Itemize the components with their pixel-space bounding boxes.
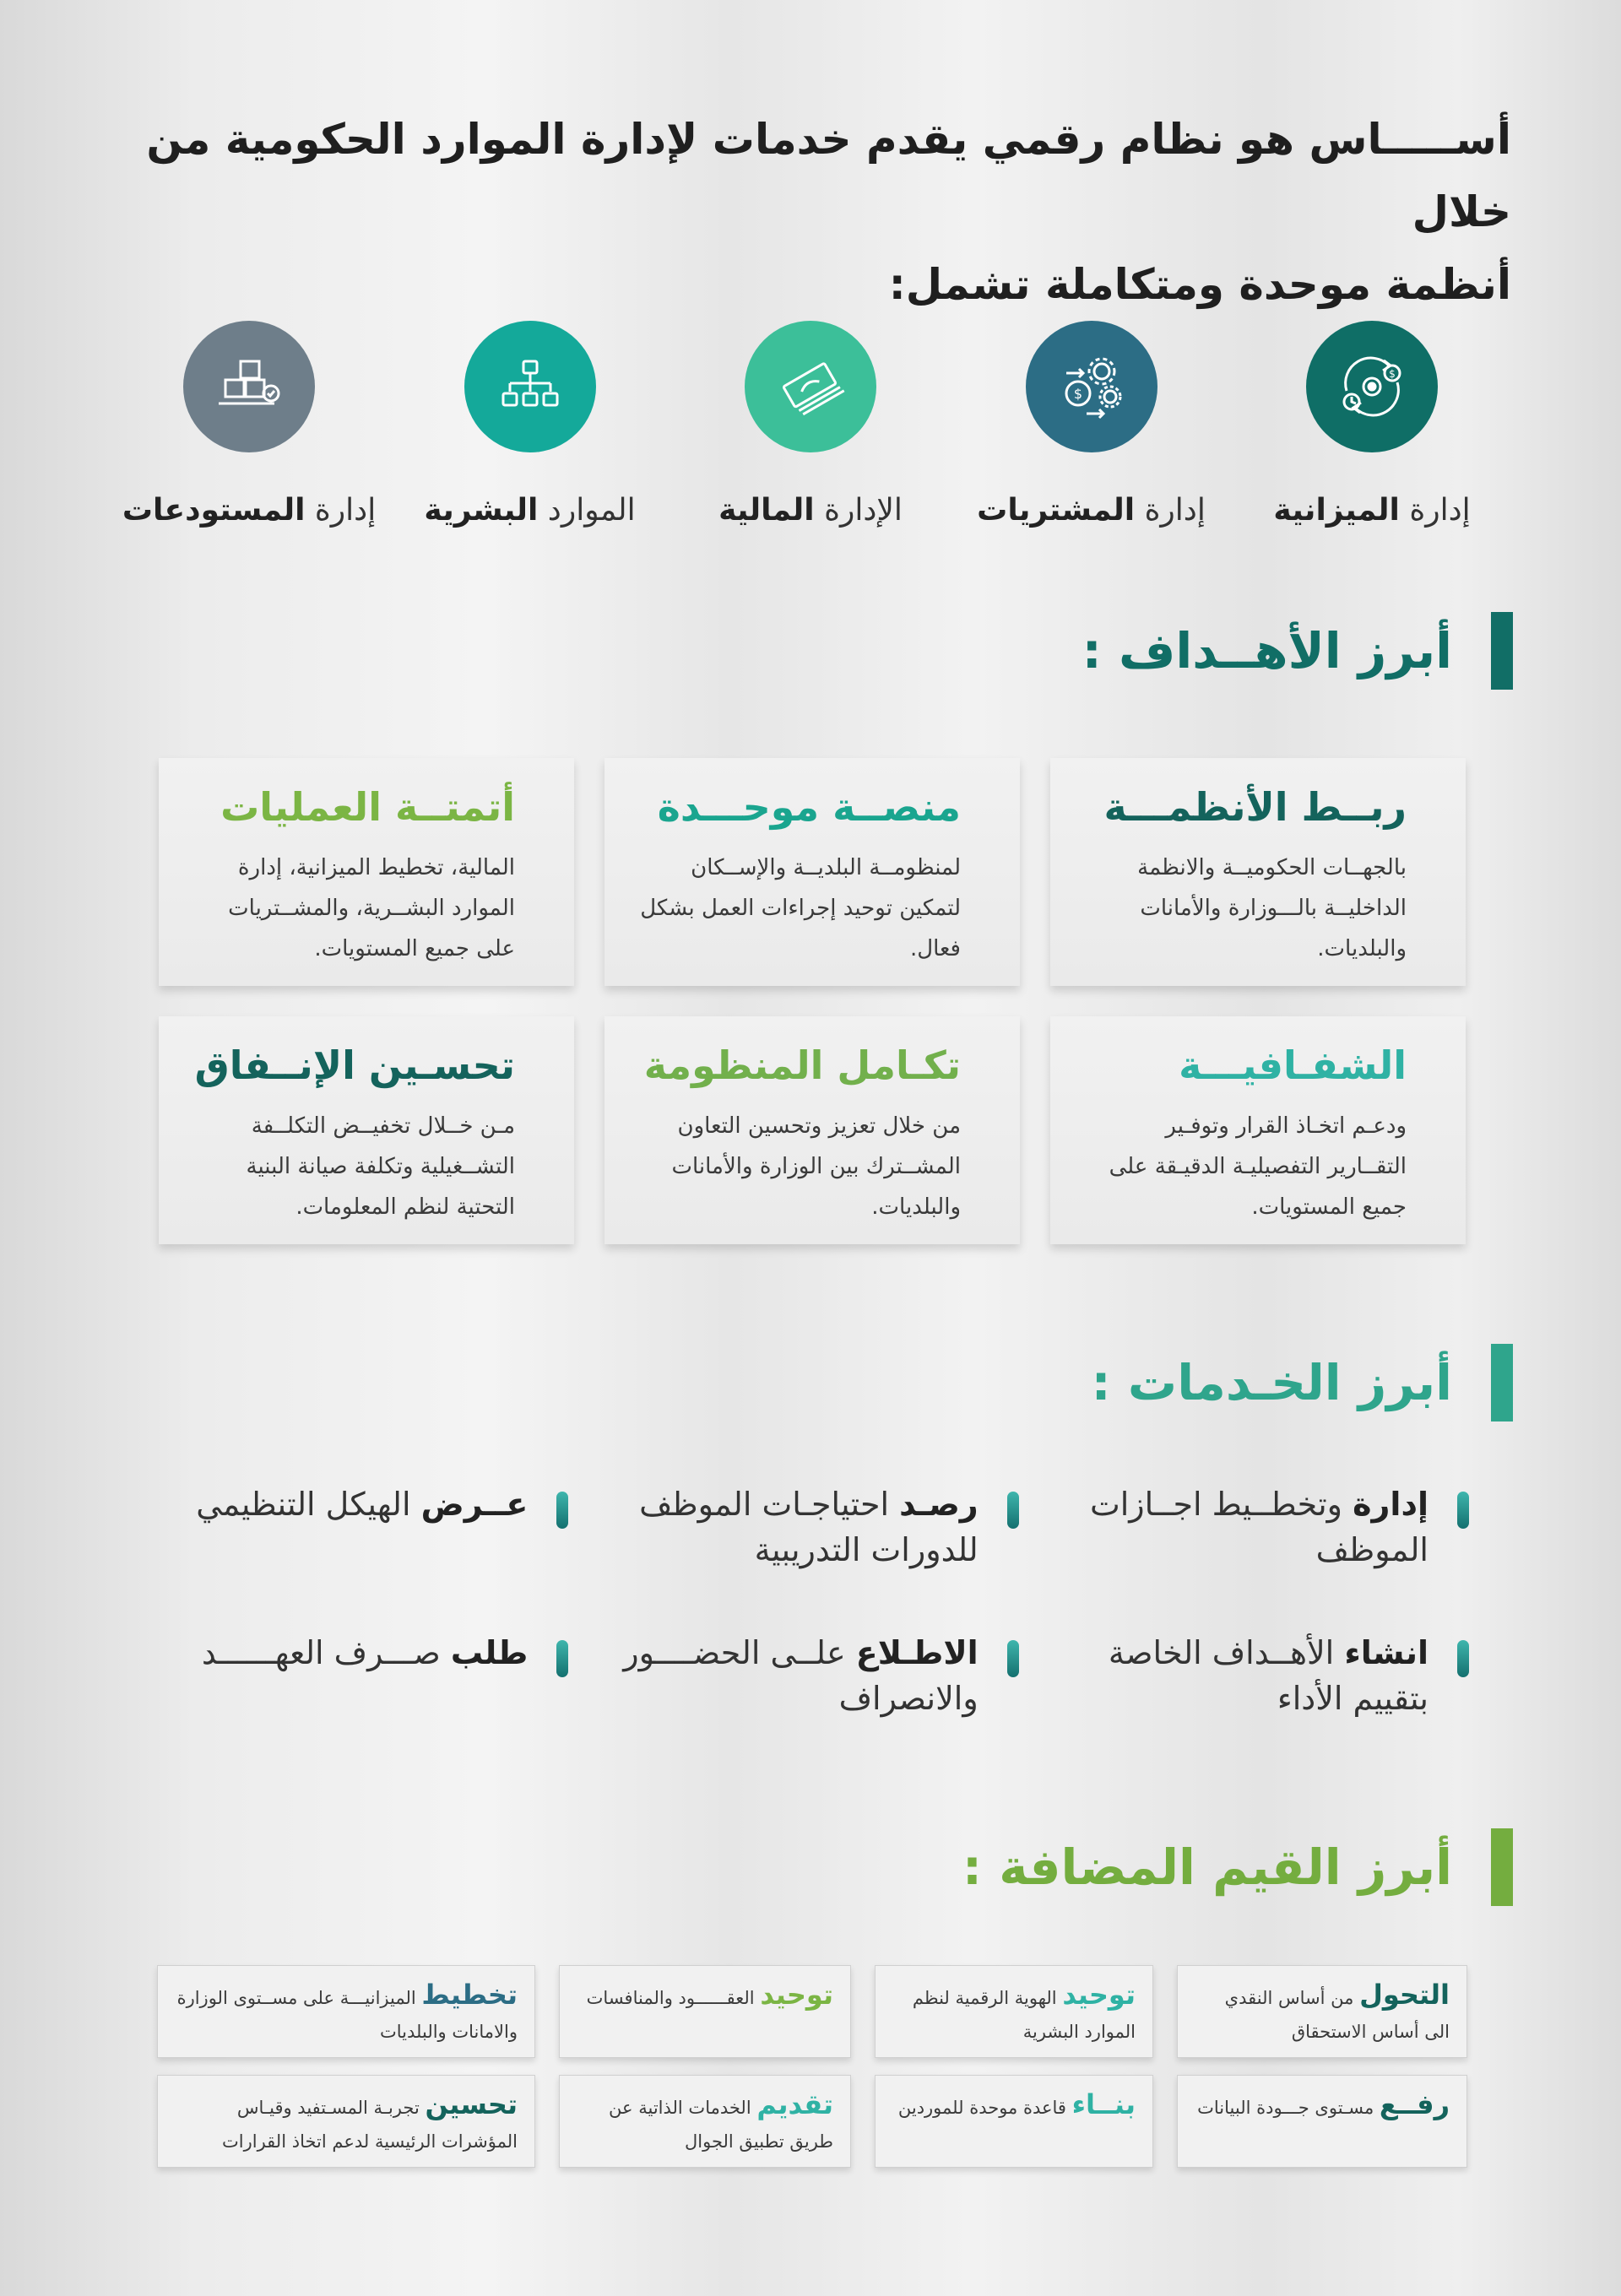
- intro-line-1: أســـــاس هو نظام رقمي يقدم خدمات لإدارة الموارد الحكومية من خلال: [146, 115, 1511, 236]
- service-marker: [556, 1492, 568, 1529]
- goal-card: [604, 1016, 1020, 1244]
- values-title: أبرز القيم المضافة :: [962, 1838, 1452, 1896]
- budget-cycle-icon: [1306, 321, 1438, 452]
- system-label: الموارد البشرية: [424, 493, 636, 528]
- value-card: [1177, 2075, 1467, 2168]
- service-item: [152, 1481, 568, 1573]
- system-label: الإدارة المالية: [718, 493, 903, 528]
- service-marker: [556, 1640, 568, 1677]
- intro-text: [76, 103, 1511, 321]
- goals-section-header: [1082, 612, 1513, 690]
- goal-card: [159, 1016, 574, 1244]
- value-keyword: رفــع: [1379, 2088, 1450, 2120]
- service-text: طلب صـــرف العهــــــد: [201, 1634, 529, 1671]
- system-budget: [1233, 321, 1511, 528]
- section-bar: [1491, 1344, 1513, 1421]
- value-card: [157, 2075, 535, 2168]
- section-bar: [1491, 612, 1513, 690]
- services-section-header: [1092, 1344, 1513, 1421]
- goal-card: [1050, 758, 1466, 986]
- goal-title: تكـامل المنظومة: [643, 1042, 961, 1088]
- value-text: من أساس النقدي الى أساس الاستحقاق: [1224, 1988, 1450, 2042]
- goal-text: لمنظومــة البلديــة والإســكان لتمكين توحيد إجراءات العمل بشكل فعال.: [640, 855, 961, 961]
- svg-text:$: $: [1389, 368, 1396, 380]
- service-marker: [1457, 1640, 1469, 1677]
- value-text: تجربـة المسـتفيد وقيـاس المؤشرات الرئيسية لدعم اتخاذ القرارات: [222, 2098, 518, 2152]
- value-card: [157, 1965, 535, 2058]
- value-text: مسـتوى جـــودة البيانات: [1197, 2098, 1374, 2118]
- value-text: الميزانيـــة على مســتوى الوزارة والامانات والبلديات: [176, 1988, 518, 2042]
- goals-grid: [159, 758, 1466, 1244]
- goal-title: تحسـين الإنــفاق: [194, 1042, 515, 1088]
- value-card: [875, 2075, 1153, 2168]
- goal-text: من خلال تعزيز وتحسين التعاون المشــترك بين الوزارة والأمانات والبلديات.: [671, 1113, 961, 1220]
- service-item: [602, 1630, 1018, 1721]
- service-text: إدارة وتخطــيط اجــازات الموظف: [1089, 1486, 1429, 1568]
- service-item: [1053, 1481, 1469, 1573]
- goal-title: ربــط الأنظمـــة: [1103, 784, 1407, 830]
- value-card: [559, 2075, 851, 2168]
- service-text: عــرض الهيكل التنظيمي: [196, 1486, 529, 1523]
- service-text: رصـد احتياجـات الموظف للدورات التدريبية: [639, 1486, 979, 1568]
- service-marker: [1457, 1492, 1469, 1529]
- system-procurement: [952, 321, 1231, 528]
- money-bills-icon: [745, 321, 876, 452]
- goal-title: أتمتــة العمليات: [220, 784, 515, 830]
- goal-card: [159, 758, 574, 986]
- goal-text: المالية، تخطيط الميزانية، إدارة الموارد البشــرية، والمشــتريات على جميع المستويات.: [228, 855, 515, 961]
- value-text: قاعدة موحدة للموردين: [897, 2098, 1066, 2118]
- services-grid: [152, 1481, 1469, 1721]
- section-bar: [1491, 1828, 1513, 1906]
- value-text: العقــــــود والمنافسات: [586, 1988, 755, 2008]
- value-text: الخدمات الذاتية عن طريق تطبيق الجوال: [609, 2098, 833, 2152]
- goal-text: بالجهــات الحكوميــة والانظمة الداخليــة بالـــوزارة والأمانات والبلديات.: [1137, 855, 1407, 961]
- system-hr: [391, 321, 670, 528]
- value-keyword: تقديم: [756, 2088, 833, 2120]
- goal-card: [604, 758, 1020, 986]
- value-keyword: التحول: [1359, 1979, 1450, 2011]
- goal-card: [1050, 1016, 1466, 1244]
- system-finance: [671, 321, 950, 528]
- system-label: إدارة المشتريات: [977, 493, 1206, 528]
- value-card: [1177, 1965, 1467, 2058]
- value-keyword: توحيد: [760, 1979, 833, 2011]
- values-section-header: [962, 1828, 1513, 1906]
- goals-title: أبرز الأهــداف :: [1082, 622, 1452, 680]
- service-marker: [1007, 1492, 1019, 1529]
- system-warehouse: [110, 321, 388, 528]
- org-chart-icon: [464, 321, 596, 452]
- svg-text:$: $: [1073, 386, 1082, 402]
- system-label: إدارة المستودعات: [122, 493, 377, 528]
- value-card: [875, 1965, 1153, 2058]
- services-title: أبرز الخـدمات :: [1091, 1354, 1452, 1411]
- goal-text: مـن خــلال تخفيــض التكلــفة التشــغيلية وتكلفة صيانة البنية التحتية لنظم المعلومات.: [246, 1113, 515, 1220]
- service-item: [1053, 1630, 1469, 1721]
- warehouse-boxes-icon: [183, 321, 315, 452]
- value-keyword: بنــاء: [1071, 2088, 1136, 2120]
- goal-title: الشفـافيـــة: [1179, 1042, 1407, 1088]
- value-keyword: تحسين: [425, 2088, 518, 2120]
- goal-title: منصــة موحـــدة: [657, 784, 961, 830]
- intro-line-2: أنظمة موحدة ومتكاملة تشمل:: [888, 260, 1511, 309]
- service-text: الاطـلاع علــى الحضــــور والانصراف: [623, 1634, 979, 1717]
- service-text: انشاء الأهــداف الخاصة بتقييم الأداء: [1108, 1634, 1429, 1717]
- goal-text: ودعـم اتخـاذ القرار وتوفـير التقــارير التفصيليـة الدقيـقة على جميع المستويات.: [1109, 1113, 1407, 1220]
- value-card: [559, 1965, 851, 2058]
- value-text: الهوية الرقمية لنظم الموارد البشرية: [912, 1988, 1136, 2042]
- value-keyword: توحيد: [1062, 1979, 1136, 2011]
- service-item: [602, 1481, 1018, 1573]
- service-item: [152, 1630, 568, 1721]
- values-grid: [157, 1965, 1467, 2168]
- service-marker: [1007, 1640, 1019, 1677]
- value-keyword: تخطيط: [421, 1979, 518, 2011]
- procurement-gears-icon: [1026, 321, 1157, 452]
- systems-row: [110, 321, 1511, 528]
- system-label: إدارة الميزانية: [1273, 493, 1471, 528]
